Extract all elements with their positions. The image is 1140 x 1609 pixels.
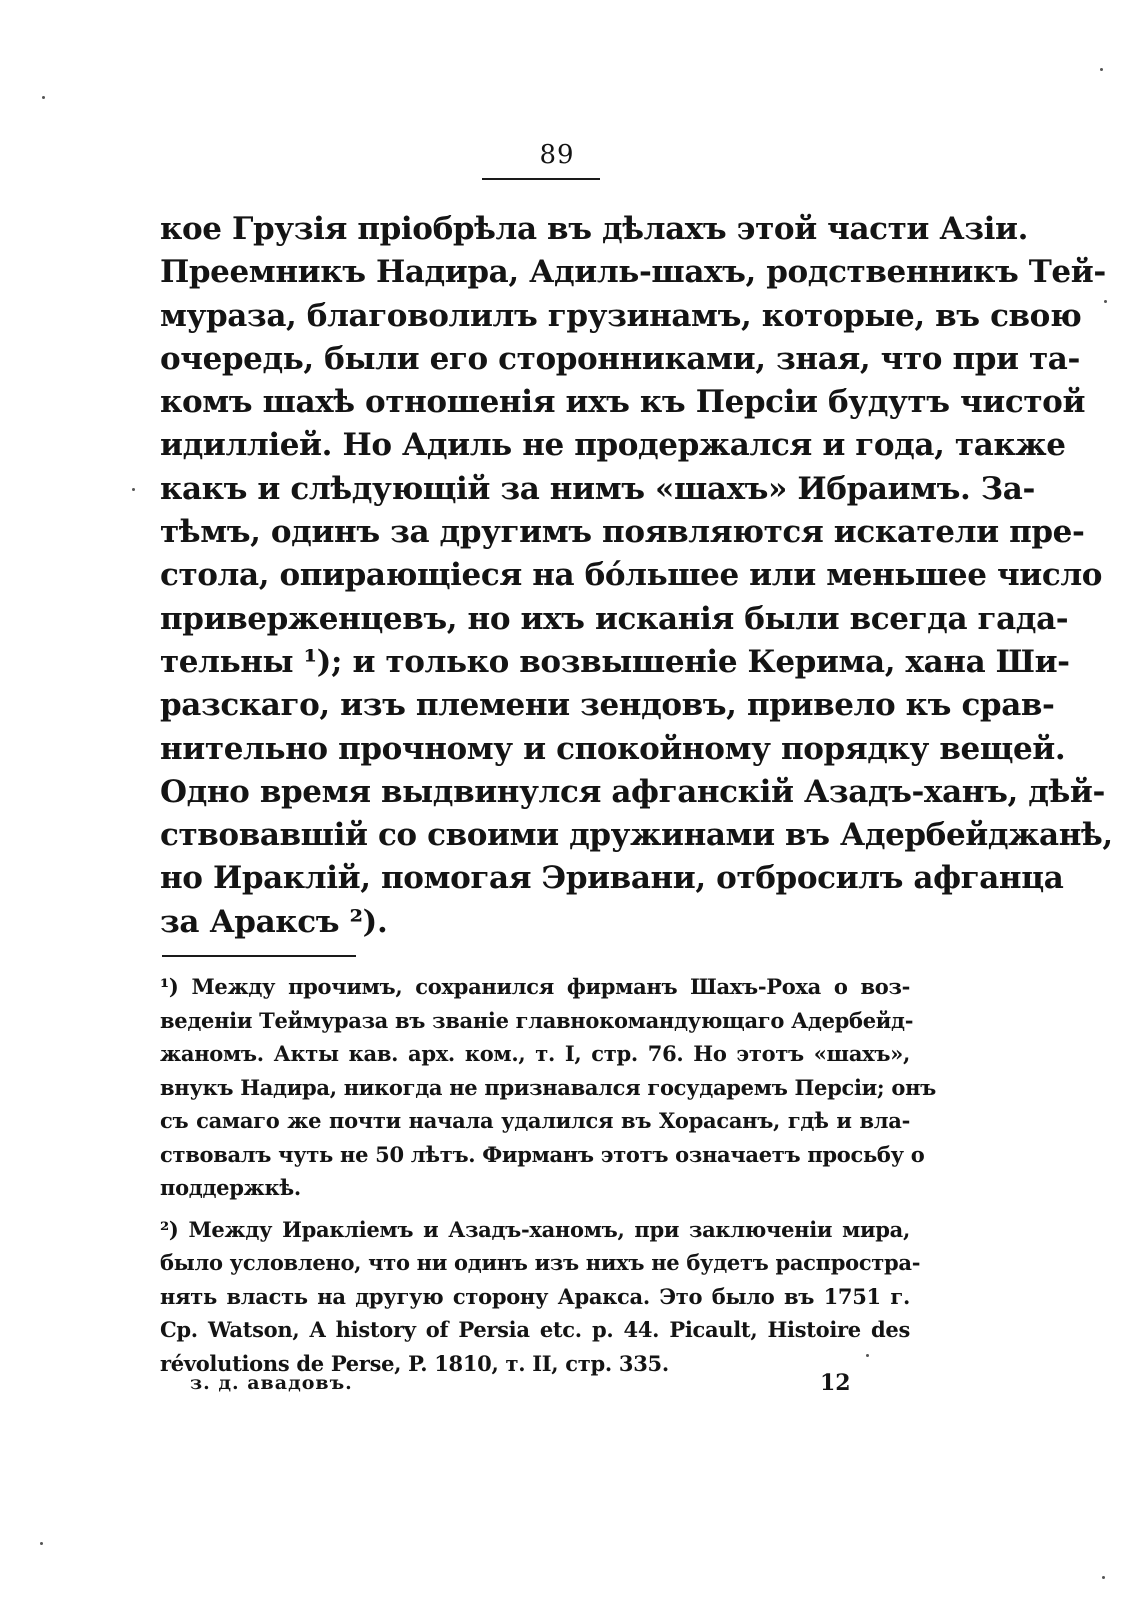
text-line: Преемникъ Надира, Адиль-шахъ, родственникъ Тей- — [160, 254, 1106, 291]
footnote-rule — [162, 955, 356, 957]
footnote-line: ²) Между Иракліемъ и Азадъ-ханомъ, при заключеніи мира, — [160, 1216, 910, 1242]
footnote-line: внукъ Надира, никогда не признавался государемъ Персіи; онъ — [160, 1074, 936, 1100]
main-text — [160, 208, 1113, 944]
text-line: за Араксъ ²). — [160, 903, 388, 940]
footnote-line: ¹) Между прочимъ, сохранился фирманъ Шахъ-Роха о воз- — [160, 974, 910, 999]
text-line: Одно время выдвинулся афганскій Азадъ-ханъ, дѣй- — [160, 773, 1105, 810]
footnotes — [160, 970, 936, 1380]
text-line: тѣмъ, одинъ за другимъ появляются искатели пре- — [160, 514, 1085, 551]
footnote-2 — [160, 1213, 921, 1381]
scan-speck — [1100, 68, 1103, 71]
footnote-line: съ самаго же почти начала удалился въ Хорасанъ, гдѣ и вла- — [160, 1108, 910, 1133]
text-line: очередь, были его сторонниками, зная, что при та- — [160, 340, 1080, 377]
text-line: тельны ¹); и только возвышеніе Керима, хана Ши- — [160, 643, 1070, 680]
header-rule — [482, 178, 600, 180]
footnote-line: Ср. Watson, A history of Persia etc. p. 44. Picault, Histoire des — [160, 1317, 910, 1342]
text-line: идилліей. Но Адиль не продержался и года, также — [160, 427, 1066, 464]
text-line: разскаго, изъ племени зендовъ, привело къ срав- — [160, 687, 1055, 724]
footnote-line: нять власть на другую сторону Аракса. Это было въ 1751 г. — [160, 1283, 910, 1309]
text-line: муразa, благоволилъ грузинамъ, которые, въ свою — [160, 297, 1082, 334]
scan-speck — [1102, 1576, 1105, 1579]
scan-speck — [866, 1354, 869, 1357]
text-line: ствовавшій со своими дружинами въ Адербейджанѣ, — [160, 817, 1113, 854]
footnote-line: было условлено, что ни одинъ изъ нихъ не будетъ распростра- — [160, 1250, 921, 1275]
footnote-line: ствовалъ чуть не 50 лѣтъ. Фирманъ этотъ означаетъ просьбу о — [160, 1141, 925, 1167]
text-line: комъ шахѣ отношенія ихъ къ Персіи будутъ чистой — [160, 384, 1086, 421]
sheet-number: 12 — [820, 1370, 851, 1396]
page-number: 89 — [539, 140, 575, 170]
footnote-line: жаномъ. Акты кав. арх. ком., т. I, стр. 76. Но этотъ «шахъ», — [160, 1041, 910, 1066]
footnote-1 — [160, 970, 936, 1205]
footnote-line: поддержкѣ. — [160, 1175, 301, 1200]
scan-speck — [42, 96, 45, 99]
scan-speck — [40, 1542, 43, 1545]
text-line: кое Грузія пріобрѣла въ дѣлахъ этой части Азіи. — [160, 211, 1029, 247]
text-line: приверженцевъ, но ихъ исканія были всегда гада- — [160, 600, 1069, 637]
footnote-line: révolutions de Perse, P. 1810, т. II, стр. 335. — [160, 1350, 669, 1376]
scan-speck — [132, 488, 135, 491]
text-line: нительно прочному и спокойному порядку вещей. — [160, 730, 1066, 767]
text-line: но Ираклій, помогая Эривани, отбросилъ афганца — [160, 860, 1064, 897]
text-line: какъ и слѣдующій за нимъ «шахъ» Ибраимъ. За- — [160, 470, 1035, 507]
printer-signature: з. д. авадовъ. — [190, 1372, 353, 1394]
scan-speck — [1104, 300, 1107, 303]
footnote-line: веденіи Теймураза въ званіе главнокомандующаго Адербейд- — [160, 1007, 914, 1033]
text-line: стола, опирающіеся на бóльшее или меньшее число — [160, 557, 1103, 594]
